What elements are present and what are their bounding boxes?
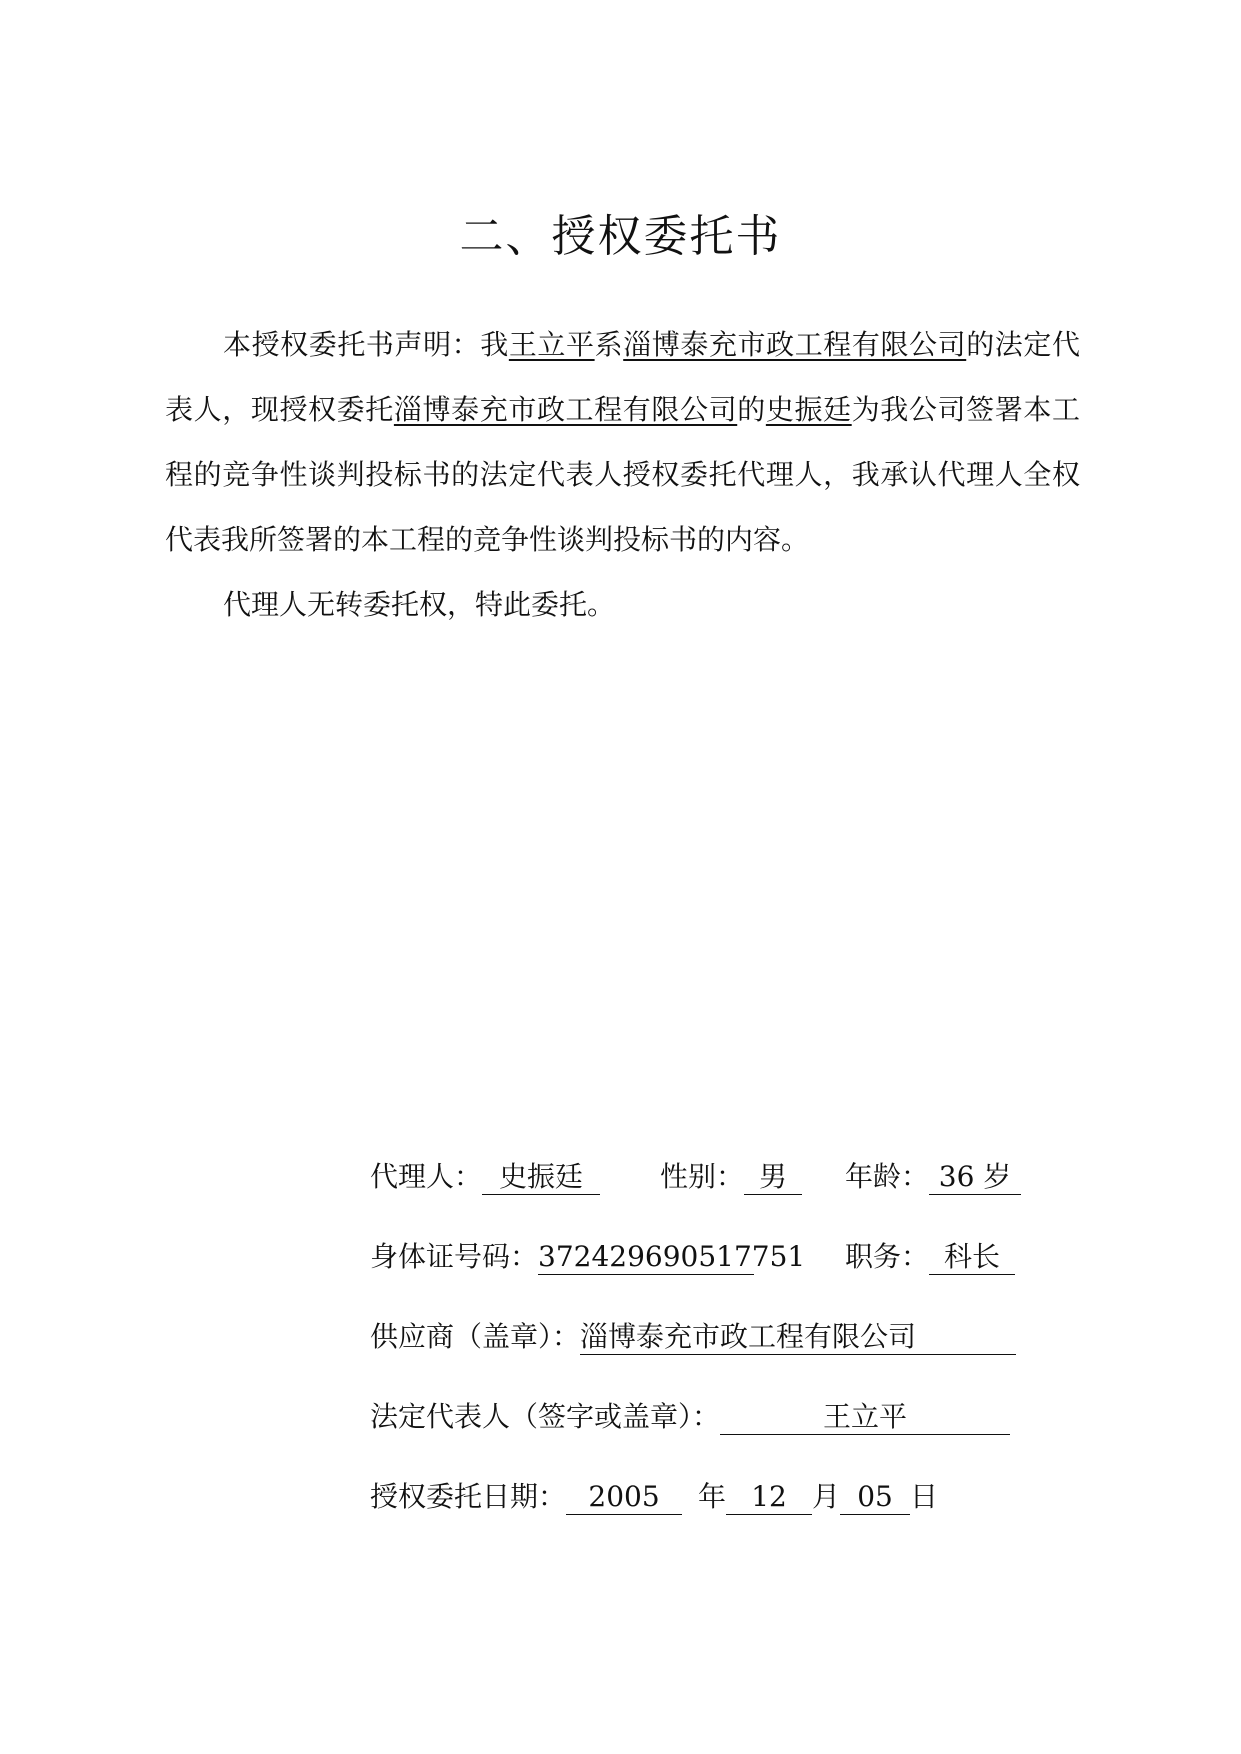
text-segment: 为我公司签署本工程的竞争性谈判投标书的法定代表人授权委托代理人，我承认代理人全权代表我所签署的本工程的竞争性谈判投标书的内容。 (165, 393, 1080, 556)
agent-row (370, 1155, 1012, 1195)
supplier-label: 供应商（盖章）： (370, 1320, 581, 1353)
month-value: 12 (726, 1480, 812, 1515)
id-label: 身体证号码： (370, 1240, 539, 1273)
day-unit: 日 (910, 1480, 939, 1513)
supplier-row (370, 1315, 970, 1355)
position-field (845, 1235, 1015, 1275)
id-value: 372429690517751 (538, 1240, 806, 1273)
legal-rep-value: 王立平 (720, 1400, 1010, 1435)
gender-label: 性别： (660, 1160, 745, 1193)
text-segment: 本授权委托书声明：我 (223, 328, 509, 361)
legal-representative-name: 王立平 (508, 328, 595, 361)
year-unit: 年 (698, 1480, 727, 1513)
gender-field (660, 1155, 802, 1195)
date-row (370, 1475, 970, 1515)
text-segment: 系 (594, 328, 624, 361)
agent-label: 代理人： (370, 1160, 483, 1193)
id-row (370, 1235, 1001, 1275)
age-label: 年龄： (845, 1160, 930, 1193)
gender-value: 男 (744, 1160, 802, 1195)
position-label: 职务： (845, 1240, 930, 1273)
month-unit: 月 (812, 1480, 841, 1513)
legal-rep-field (370, 1395, 1010, 1435)
document-title: 二、授权委托书 (459, 211, 782, 262)
text-segment: 的 (737, 393, 766, 426)
year-value: 2005 (566, 1480, 682, 1515)
agent-name: 史振廷 (765, 393, 852, 426)
no-subdelegation-paragraph: 代理人无转委托权，特此委托。 (223, 588, 616, 621)
supplier-value: 淄博泰充市政工程有限公司 (580, 1320, 1016, 1355)
position-value: 科长 (929, 1240, 1015, 1275)
id-field (370, 1235, 806, 1275)
age-value: 36 岁 (929, 1160, 1021, 1195)
legal-rep-row (370, 1395, 970, 1435)
authorization-paragraph (165, 312, 1080, 572)
agent-field (370, 1155, 600, 1195)
text-segment: 的法定代表人，现授权委托 (165, 328, 1080, 426)
age-field (845, 1155, 1021, 1195)
legal-rep-label: 法定代表人（签字或盖章）： (370, 1400, 721, 1433)
agent-value: 史振廷 (482, 1160, 600, 1195)
date-field (370, 1475, 938, 1515)
supplier-field (370, 1315, 1016, 1355)
document-body (165, 312, 1080, 637)
date-label: 授权委托日期： (370, 1480, 567, 1513)
day-value: 05 (840, 1480, 910, 1515)
company-name: 淄博泰充市政工程有限公司 (393, 393, 738, 426)
company-name: 淄博泰充市政工程有限公司 (623, 328, 967, 361)
